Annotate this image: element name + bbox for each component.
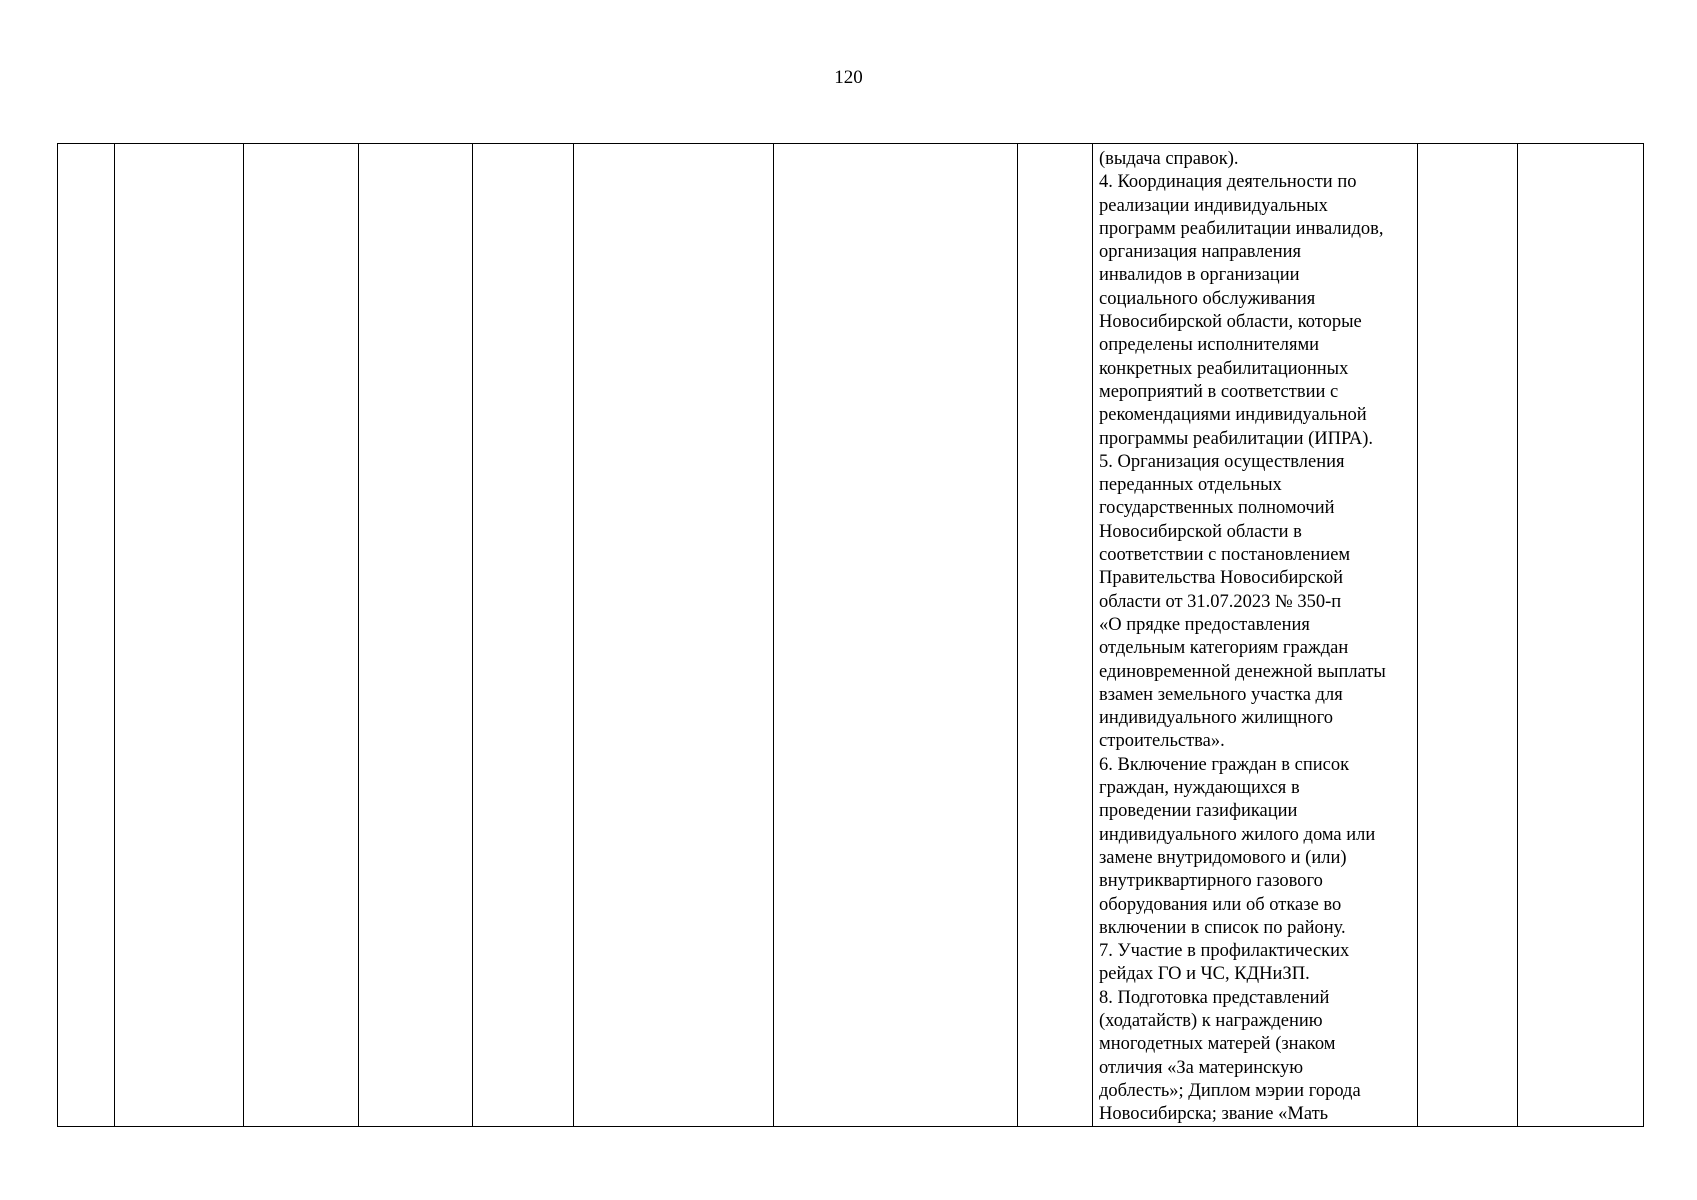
text-line: взамен земельного участка для [1099,684,1343,705]
table-cell-col-6 [574,144,774,1127]
text-line: государственных полномочий [1099,498,1335,519]
text-line: включении в список по району. [1099,917,1346,938]
text-line: (ходатайств) к награждению [1099,1010,1323,1031]
table-cell-col-1 [58,144,115,1127]
text-line: программы реабилитации (ИПРА). [1099,428,1374,449]
text-line: социального обслуживания [1099,288,1316,309]
text-line: 4. Координация деятельности по [1099,172,1357,193]
table-cell-col-7 [774,144,1018,1127]
table-cell-col-11 [1518,144,1644,1127]
page-number: 120 [834,67,863,88]
text-line: Новосибирска; звание «Мать [1099,1104,1329,1125]
table-cell-col-3 [244,144,359,1127]
text-line: организация направления [1099,242,1302,263]
text-line: граждан, нуждающихся в [1099,778,1300,799]
text-line: Новосибирской области в [1099,521,1302,542]
text-line: индивидуального жилищного [1099,708,1333,729]
table-cell-col-5 [473,144,574,1127]
text-line: области от 31.07.2023 № 350-п [1099,591,1342,612]
text-line: индивидуального жилого дома или [1099,824,1376,845]
text-line: 5. Организация осуществления [1099,451,1345,472]
table-cell-col-10 [1418,144,1518,1127]
text-line: 8. Подготовка представлений [1099,987,1330,1008]
text-line: «О прядке предоставления [1099,614,1310,635]
text-line: рекомендациями индивидуальной [1099,405,1367,426]
text-line: оборудования или об отказе во [1099,894,1342,915]
table-row [58,144,1644,1127]
table-cell-col-4 [359,144,473,1127]
text-line: замене внутридомового и (или) [1099,847,1347,868]
text-line: единовременной денежной выплаты [1099,661,1386,682]
text-line: конкретных реабилитационных [1099,358,1349,379]
text-line: мероприятий в соответствии с [1099,381,1339,402]
text-line: проведении газификации [1099,801,1298,822]
text-line: определены исполнителями [1099,335,1320,356]
text-line: Правительства Новосибирской [1099,568,1344,589]
text-line: реализации индивидуальных [1099,195,1328,216]
text-line: рейдах ГО и ЧС, КДНиЗП. [1099,964,1310,985]
table-cell-col-2 [115,144,244,1127]
text-line: программ реабилитации инвалидов, [1099,218,1384,239]
text-line: строительства». [1099,731,1225,752]
text-line: 7. Участие в профилактических [1099,941,1350,962]
text-line: 6. Включение граждан в список [1099,754,1350,775]
text-line: (выдача справок). [1099,149,1239,169]
text-line: переданных отдельных [1099,475,1282,496]
document-table [57,143,1644,1127]
text-line: инвалидов в организации [1099,265,1300,286]
table-cell-duties-text [1093,144,1418,1127]
text-line: доблесть»; Диплом мэрии города [1099,1080,1361,1101]
text-line: отличия «За материнскую [1099,1057,1304,1078]
text-line: соответствии с постановлением [1099,545,1351,566]
text-line: многодетных матерей (знаком [1099,1034,1336,1055]
text-line: отдельным категориям граждан [1099,638,1349,659]
text-line: внутриквартирного газового [1099,871,1323,892]
table-cell-col-8 [1018,144,1093,1127]
text-line: Новосибирской области, которые [1099,312,1362,333]
